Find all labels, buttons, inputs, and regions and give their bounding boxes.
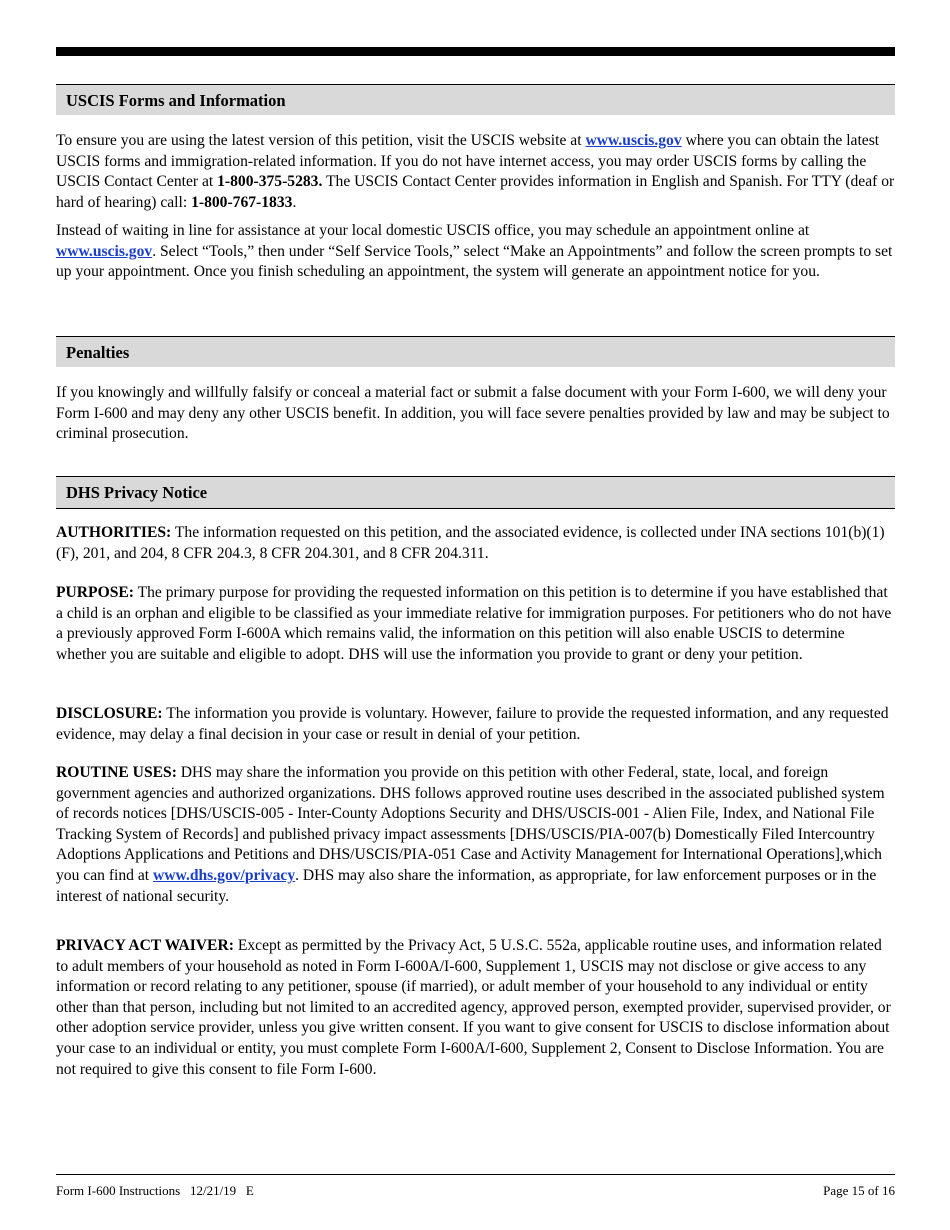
text: Instead of waiting in line for assistance at your local domestic USCIS office, you may schedule an appointment online at [56, 222, 810, 239]
uscis-website-link[interactable]: www.uscis.gov [585, 132, 682, 149]
top-rule [56, 47, 895, 56]
dhs-privacy-link[interactable]: www.dhs.gov/privacy [153, 866, 296, 884]
disclosure-label: DISCLOSURE: [56, 705, 163, 722]
privacy-waiver-label: PRIVACY ACT WAIVER: [56, 937, 234, 954]
section-header-penalties [56, 336, 895, 367]
contact-center-phone: 1-800-375-5283. [217, 173, 323, 191]
section-title: USCIS Forms and Information [66, 91, 286, 110]
routine-uses-label: ROUTINE USES: [56, 764, 177, 781]
text: . DHS may also share the information, as appropriate, for law enforcement purposes or in the interest of national security. [56, 866, 877, 905]
text: Except as permitted by the Privacy Act, 5 U.S.C. 552a, applicable routine uses, and information related to adult members of your household as noted in Form I-600A/I-600, Supplement 1, USCIS may not disclose or give access to any information or record relating to any petitioner, spouse (if married), or adult member of your household to any individual or entity other than that person, including but not limited to an accredited agency, approved person, exempted provider, supervised provider, or other adoption service provider, unless you give written consent. If you want to give consent for USCIS to disclose information about your case to an individual or entity, you must complete Form I-600A/I-600, Supplement 2, Consent to Disclose Information. You are not required to give this consent to file Form I-600. [56, 937, 891, 1078]
text: The information you provide is voluntary. However, failure to provide the requested information, and any requested evidence, may delay a final decision in your case or result in denial of your petition. [56, 705, 889, 743]
footer-page-number: Page 15 of 16 [823, 1183, 895, 1198]
section-header-forms [56, 84, 895, 115]
tty-phone: 1-800-767-1833 [191, 193, 293, 211]
text: The primary purpose for providing the requested information on this petition is to determine if you have established that a child is an orphan and eligible to be classified as your immediate relative for immigration purposes. For petitioners who do not have a previously approved Form I-600A which remains valid, the information on this petition will also enable USCIS to determine whether you are suitable and eligible to adopt. DHS will use the information you provide to grant or deny your petition. [56, 584, 892, 663]
penalties-paragraph: If you knowingly and willfully falsify or conceal a material fact or submit a false document with your Form I-600, we will deny your Form I-600 and may deny any other USCIS benefit. In addition, you will face severe penalties provided by law and may be subject to criminal prosecution. [56, 384, 890, 443]
text: To ensure you are using the latest version of this petition, visit the USCIS website at [56, 132, 582, 149]
text: . Select “Tools,” then under “Self Service Tools,” select “Make an Appointments” and follow the screen prompts to set up your appointment. Once you finish scheduling an appointment, the system will generate an appointment notice for you. [56, 242, 893, 281]
text: The USCIS Contact Center provides information in English and Spanish. For TTY (deaf or hard of hearing) call: [56, 173, 895, 211]
text: where you can obtain the latest USCIS forms and immigration-related information. If you do not have internet access, you may order USCIS forms by calling the USCIS Contact Center at [56, 132, 880, 191]
routine-uses-paragraph [56, 763, 895, 907]
forms-paragraph-2 [56, 221, 895, 283]
forms-paragraph-1 [56, 131, 895, 213]
text: DHS may share the information you provide on this petition with other Federal, state, local, and foreign government agencies and authorized organizations. DHS follows approved routine uses described in the associated published system of records notices [DHS/USCIS-005 - Inter-County Adoptions Security and DHS/USCIS-001 - Alien File, Index, and National File Tracking System of Records] and published privacy impact assessments [DHS/USCIS/PIA-007(b) Domestically Filed Intercountry Adoptions Applications and Petitions and DHS/USCIS/PIA-051 Case and Activity Management for International Operations],which you can find at [56, 764, 885, 884]
footer-rule [56, 1174, 895, 1175]
footer-form-id: Form I-600 Instructions 12/21/19 E [56, 1183, 254, 1198]
authorities-paragraph [56, 523, 895, 564]
purpose-label: PURPOSE: [56, 584, 134, 601]
privacy-waiver-paragraph [56, 936, 895, 1080]
text: The information requested on this petition, and the associated evidence, is collected under INA sections 101(b)(1)(F), 201, and 204, 8 CFR 204.3, 8 CFR 204.301, and 8 CFR 204.311. [56, 524, 885, 562]
section-title: Penalties [66, 343, 130, 362]
section-header-privacy [56, 476, 895, 509]
authorities-label: AUTHORITIES: [56, 524, 172, 541]
section-title: DHS Privacy Notice [66, 483, 208, 502]
purpose-paragraph [56, 583, 895, 665]
text: . [292, 193, 297, 211]
uscis-website-link[interactable]: www.uscis.gov [56, 242, 153, 260]
disclosure-paragraph [56, 704, 895, 745]
